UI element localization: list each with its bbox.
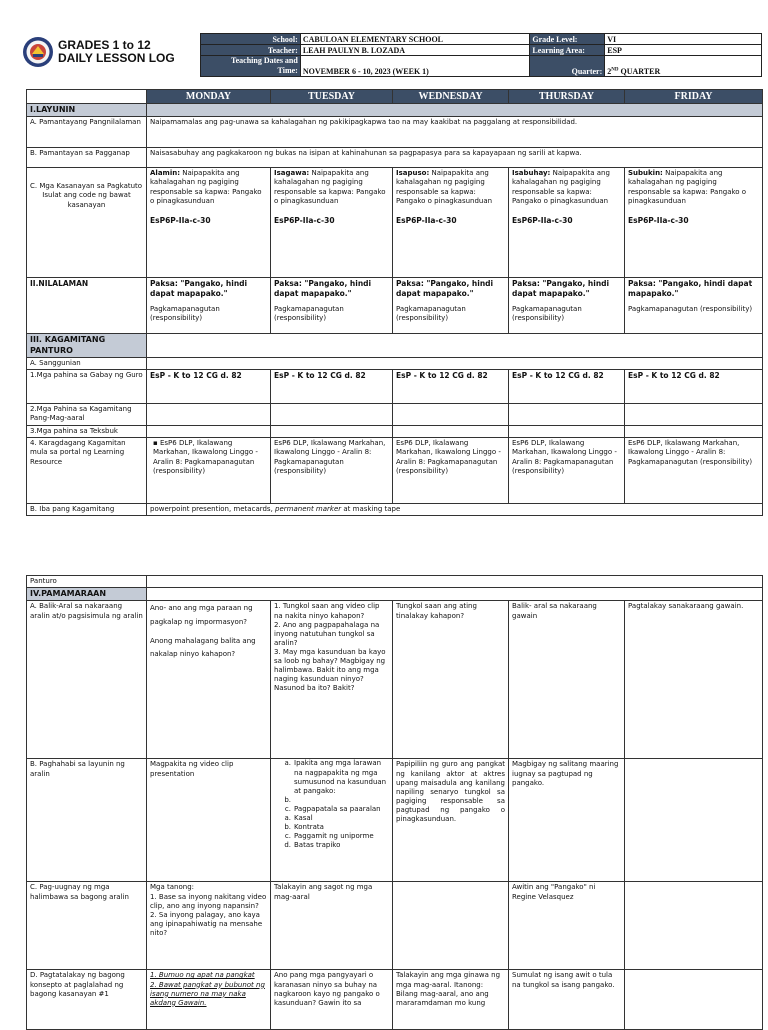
quarter-label: Quarter: xyxy=(530,56,605,77)
kasanayan-text: Naipapakita ang kahalagahan ng pagiging responsable sa kapwa: Pangako o pinagkasunduan xyxy=(274,169,386,205)
pagtatalakay-monday xyxy=(147,970,271,1030)
gabay-guro-friday: EsP - K to 12 CG d. 82 xyxy=(625,370,763,404)
gabay-guro-monday: EsP - K to 12 CG d. 82 xyxy=(147,370,271,404)
kasanayan-label-2: Isulat ang code ng bawat kasanayan xyxy=(42,191,131,209)
row-label-karagdagang-kagamitan: 4. Karagdagang Kagamitan mula sa portal ng Learning Resource xyxy=(27,438,147,504)
row-label-kasanayan xyxy=(27,168,147,278)
balik-aral-tue-item: 1. Tungkol saan ang video clip na nakita ninyo kahapon? xyxy=(274,602,380,620)
kasanayan-friday xyxy=(625,168,763,278)
quarter-value xyxy=(605,56,762,77)
row-label-gabay-guro: 1.Mga pahina sa Gabay ng Guro xyxy=(27,370,147,404)
bullet-icon: ▪ xyxy=(153,439,158,448)
karagdagan-friday: EsP6 DLP, Ikalawang Markahan, Ikawalong Linggo - Aralin 8: Pagkamapanagutan (responsibility) xyxy=(625,438,763,504)
paghahabi-tuesday xyxy=(271,759,393,882)
balik-aral-mon-q2: Anong mahalagang balita ang nakalap ninyo kahapon? xyxy=(150,637,256,659)
grade-label: Grade Level: xyxy=(530,34,605,45)
kasanayan-label-1: C. Mga Kasanayan sa Pagkatuto xyxy=(30,182,143,191)
kasanayan-text: Naipapakita ang kahalagahan ng pagiging responsable sa kapwa: Pangako o pinagkasunduan xyxy=(512,169,610,205)
kasanayan-head: Isapuso: xyxy=(396,169,430,178)
pag-uugnay-tuesday: Talakayin ang sagot ng mga mag-aaral xyxy=(271,882,393,970)
kasanayan-code: EsP6P-IIa-c-30 xyxy=(512,215,573,225)
section-layunin: I.LAYUNIN xyxy=(27,104,147,117)
deped-seal-logo xyxy=(22,36,54,68)
pagtatalakay-mon-1: 1. Bumuo ng apat na pangkat xyxy=(150,971,255,980)
karagdagan-wednesday: EsP6 DLP, Ikalawang Markahan, Ikawalong Linggo - Aralin 8: Pagkamapanagutan (responsibility) xyxy=(393,438,509,504)
kasanayan-text: Naipapakita ang kahalagahan ng pagiging responsable sa kapwa: Pangako o pinagkasunduan xyxy=(150,169,262,205)
paksa-subtext: Pagkamapanagutan (responsibility) xyxy=(150,304,220,322)
kasanayan-code: EsP6P-IIa-c-30 xyxy=(274,215,335,225)
balik-aral-tuesday xyxy=(271,601,393,759)
list-marker: b. xyxy=(284,823,291,832)
nilalaman-thursday xyxy=(509,278,625,334)
nilalaman-tuesday xyxy=(271,278,393,334)
list-marker: b. xyxy=(284,795,291,804)
gabay-guro-thursday: EsP - K to 12 CG d. 82 xyxy=(509,370,625,404)
school-value: CABULOAN ELEMENTARY SCHOOL xyxy=(300,34,530,45)
karagdagan-text: EsP6 DLP, Ikalawang Markahan, Ikawalong Linggo - Aralin 8: Pagkamapanagutan (responsibility) xyxy=(153,439,258,475)
kasanayan-head: Isagawa: xyxy=(274,169,310,178)
kasanayan-monday xyxy=(147,168,271,278)
title-line-1: GRADES 1 to 12 xyxy=(58,38,151,52)
paksa-text: Paksa: "Pangako, hindi dapat mapapako." xyxy=(150,279,248,299)
pagtatalakay-tuesday: Ano pang mga pangyayari o karanasan ninyo sa buhay na nagkaroon kayo ng pangako o kasunduan? Gawin ito sa xyxy=(271,970,393,1030)
kasanayan-code: EsP6P-IIa-c-30 xyxy=(150,215,211,225)
paksa-subtext: Pagkamapanagutan (responsibility) xyxy=(396,304,466,322)
list-text: Kontrata xyxy=(294,823,324,832)
row-label-balik-aral: A. Balik-Aral sa nakaraang aralin at/o pagsisimula ng aralin xyxy=(27,601,147,759)
karagdagan-thursday: EsP6 DLP, Ikalawang Markahan, Ikawalong Linggo - Aralin 8: Pagkamapanagutan (responsibility) xyxy=(509,438,625,504)
pagtatalakay-thursday: Sumulat ng isang awit o tula na tungkol sa isang pangako. xyxy=(509,970,625,1030)
balik-aral-tue-item: 3. May mga kasunduan ba kayo sa loob ng bahay? Magbigay ng halimbawa. Bakit ito ang mga naging kasunduan ninyo? Nasunod ba ito? Bakit? xyxy=(274,647,386,693)
balik-aral-wednesday: Tungkol saan ang ating tinalakay kahapon? xyxy=(393,601,509,759)
iba-text-italic: permanent marker xyxy=(275,505,342,514)
pagtatalakay-mon-2: 2. Bawat pangkat ay bubunot ng isang numero na may naka akdang Gawain. xyxy=(150,980,265,1007)
teacher-value: LEAH PAULYN B. LOZADA xyxy=(300,45,530,56)
list-marker: c. xyxy=(284,832,291,841)
dates-value: NOVEMBER 6 - 10, 2023 (WEEK 1) xyxy=(300,56,530,77)
title-line-2: DAILY LESSON LOG xyxy=(58,51,175,65)
row-label-iba-pang-kagamitan: B. Iba pang Kagamitang xyxy=(27,504,147,516)
row-label-sanggunian: A. Sanggunian xyxy=(27,358,147,370)
header-info-table xyxy=(200,33,762,77)
list-marker: c. xyxy=(284,804,291,813)
pagganap-text: Naisasabuhay ang pagkakaroon ng bukas na isipan at kahinahunan sa pagpapasya para sa kapayapaan ng sarili at kapwa. xyxy=(147,148,763,168)
row-label-pangnilalaman: A. Pamantayang Pangnilalaman xyxy=(27,117,147,148)
kasanayan-text: Naipapakita ang kahalagahan ng pagiging responsable sa kapwa: Pangako o pinagkasunduan xyxy=(396,169,493,205)
list-text: Kasal xyxy=(294,813,313,822)
row-label-pag-uugnay: C. Pag-uugnay ng mga halimbawa sa bagong aralin xyxy=(27,882,147,970)
list-marker: a. xyxy=(284,813,291,822)
dates-label-1: Teaching Dates and xyxy=(231,56,298,65)
list-text: Batas trapiko xyxy=(294,841,341,850)
teacher-label: Teacher: xyxy=(201,45,301,56)
kasanayan-tuesday xyxy=(271,168,393,278)
balik-aral-mon-q1: Ano- ano ang mga paraan ng pagkalap ng impormasyon? xyxy=(150,604,253,626)
kasanayan-head: Subukin: xyxy=(628,169,663,178)
kasanayan-code: EsP6P-IIa-c-30 xyxy=(628,215,689,225)
dates-label xyxy=(201,56,301,77)
day-thursday: THURSDAY xyxy=(509,90,625,104)
balik-aral-monday xyxy=(147,601,271,759)
day-wednesday: WEDNESDAY xyxy=(393,90,509,104)
karagdagan-monday xyxy=(147,438,271,504)
school-label: School: xyxy=(201,34,301,45)
iba-pang-kagamitan-text xyxy=(147,504,763,516)
paksa-text: Paksa: "Pangako, hindi dapat mapapako." xyxy=(512,279,610,299)
nilalaman-monday xyxy=(147,278,271,334)
day-tuesday: TUESDAY xyxy=(271,90,393,104)
quarter-number: 2 xyxy=(607,67,612,76)
dates-label-2: Time: xyxy=(277,66,298,75)
pag-uugnay-monday xyxy=(147,882,271,970)
row-label-pagtatalakay: D. Pagtatalakay ng bagong konsepto at paglalahad ng bagong kasanayan #1 xyxy=(27,970,147,1030)
section-pamamaraan: IV.PAMAMARAAN xyxy=(27,588,147,601)
kasanayan-head: Isabuhay: xyxy=(512,169,551,178)
balik-aral-thursday: Balik- aral sa nakaraang gawain xyxy=(509,601,625,759)
quarter-suffix: ND xyxy=(611,67,619,73)
balik-aral-tue-item: 2. Ano ang pagpapahalaga na inyong natutuhan tungkol sa aralin? xyxy=(274,620,380,647)
kasanayan-head: Alamin: xyxy=(150,169,181,178)
kasanayan-text: Naipapakita ang kahalagahan ng pagiging responsable sa kapwa: Pangako o pinagkasunduan xyxy=(628,169,747,205)
page-title xyxy=(58,39,175,65)
grade-value: VI xyxy=(605,34,762,45)
pag-uugnay-mon-q1: 1. Base sa inyong nakitang video clip, ano ang inyong napansin? xyxy=(150,892,267,910)
row-label-pagganap: B. Pamantayan sa Pagganap xyxy=(27,148,147,168)
kasanayan-code: EsP6P-IIa-c-30 xyxy=(396,215,457,225)
list-marker: d. xyxy=(284,841,291,850)
day-header-row xyxy=(27,90,763,104)
paghahabi-tue-intro: Ipakita ang mga larawan na nagpapakita ng mga sumusunod na kasunduan at pangako: xyxy=(294,759,387,795)
paksa-text: Paksa: "Pangako, hindi dapat mapapako." xyxy=(396,279,494,299)
lesson-log-table-1 xyxy=(26,89,763,516)
area-label: Learning Area: xyxy=(530,45,605,56)
paksa-subtext: Pagkamapanagutan (responsibility) xyxy=(274,304,344,322)
lesson-log-table-2 xyxy=(26,575,763,1030)
nilalaman-wednesday xyxy=(393,278,509,334)
gabay-guro-tuesday: EsP - K to 12 CG d. 82 xyxy=(271,370,393,404)
row-label-teksbuk: 3.Mga pahina sa Teksbuk xyxy=(27,426,147,438)
pag-uugnay-mon-q2: 2. Sa inyong palagay, ano kaya ang ipinapahiwatig na mensahe nito? xyxy=(150,910,263,937)
list-text xyxy=(294,796,392,805)
iba-text-1: powerpoint presention, metacards, xyxy=(150,505,276,514)
paksa-text: Paksa: "Pangako, hindi dapat mapapako." xyxy=(274,279,372,299)
list-text: Pagpapatala sa paaralan xyxy=(294,804,381,813)
paghahabi-thursday: Magbigay ng salitang maaring iugnay sa pagtupad ng pangako. xyxy=(509,759,625,882)
row-label-kagamitang-mag-aaral: 2.Mga Pahina sa Kagamitang Pang-Mag-aaral xyxy=(27,404,147,426)
balik-aral-friday: Pagtalakay sanakaraang gawain. xyxy=(625,601,763,759)
quarter-word: QUARTER xyxy=(618,67,661,76)
area-value: ESP xyxy=(605,45,762,56)
section-kagamitan: III. KAGAMITANG PANTURO xyxy=(27,334,147,358)
iba-text-2: at masking tape xyxy=(341,505,401,514)
gabay-guro-wednesday: EsP - K to 12 CG d. 82 xyxy=(393,370,509,404)
pangnilalaman-text: Naipamamalas ang pag-unawa sa kahalagahan ng pakikipagkapwa tao na may kaakibat na paggalang at responsibilidad. xyxy=(147,117,763,148)
section-nilalaman: II.NILALAMAN xyxy=(27,278,147,334)
list-text: Paggamit ng uniporme xyxy=(294,832,374,841)
paksa-subtext: Pagkamapanagutan (responsibility) xyxy=(512,304,582,322)
row-label-panturo: Panturo xyxy=(27,576,147,588)
karagdagan-tuesday: EsP6 DLP, Ikalawang Markahan, Ikawalong Linggo - Aralin 8: Pagkamapanagutan (responsibility) xyxy=(271,438,393,504)
kasanayan-wednesday xyxy=(393,168,509,278)
paghahabi-monday: Magpakita ng video clip presentation xyxy=(147,759,271,882)
paksa-subtext: Pagkamapanagutan (responsibility) xyxy=(628,304,753,313)
kasanayan-thursday xyxy=(509,168,625,278)
pag-uugnay-thursday: Awitin ang "Pangako" ni Regine Velasquez xyxy=(509,882,625,970)
list-marker: a. xyxy=(284,759,291,768)
paksa-text: Paksa: "Pangako, hindi dapat mapapako." xyxy=(628,279,753,299)
row-label-paghahabi: B. Paghahabi sa layunin ng aralin xyxy=(27,759,147,882)
paghahabi-wednesday: Papipiliin ng guro ang pangkat ng kanilang aktor at aktres upang maisadula ang kanilang napiling senaryo tungkol sa pagiging responsable sa pagtupad ng pangako o pinagkasunduan. xyxy=(393,759,509,882)
pagtatalakay-wednesday: Talakayin ang mga ginawa ng mga mag-aaral. Itanong: Bilang mag-aaral, ano ang mararamdaman mo kung xyxy=(393,970,509,1030)
pag-uugnay-mon-intro: Mga tanong: xyxy=(150,883,194,892)
day-friday: FRIDAY xyxy=(625,90,763,104)
nilalaman-friday xyxy=(625,278,763,334)
day-monday: MONDAY xyxy=(147,90,271,104)
